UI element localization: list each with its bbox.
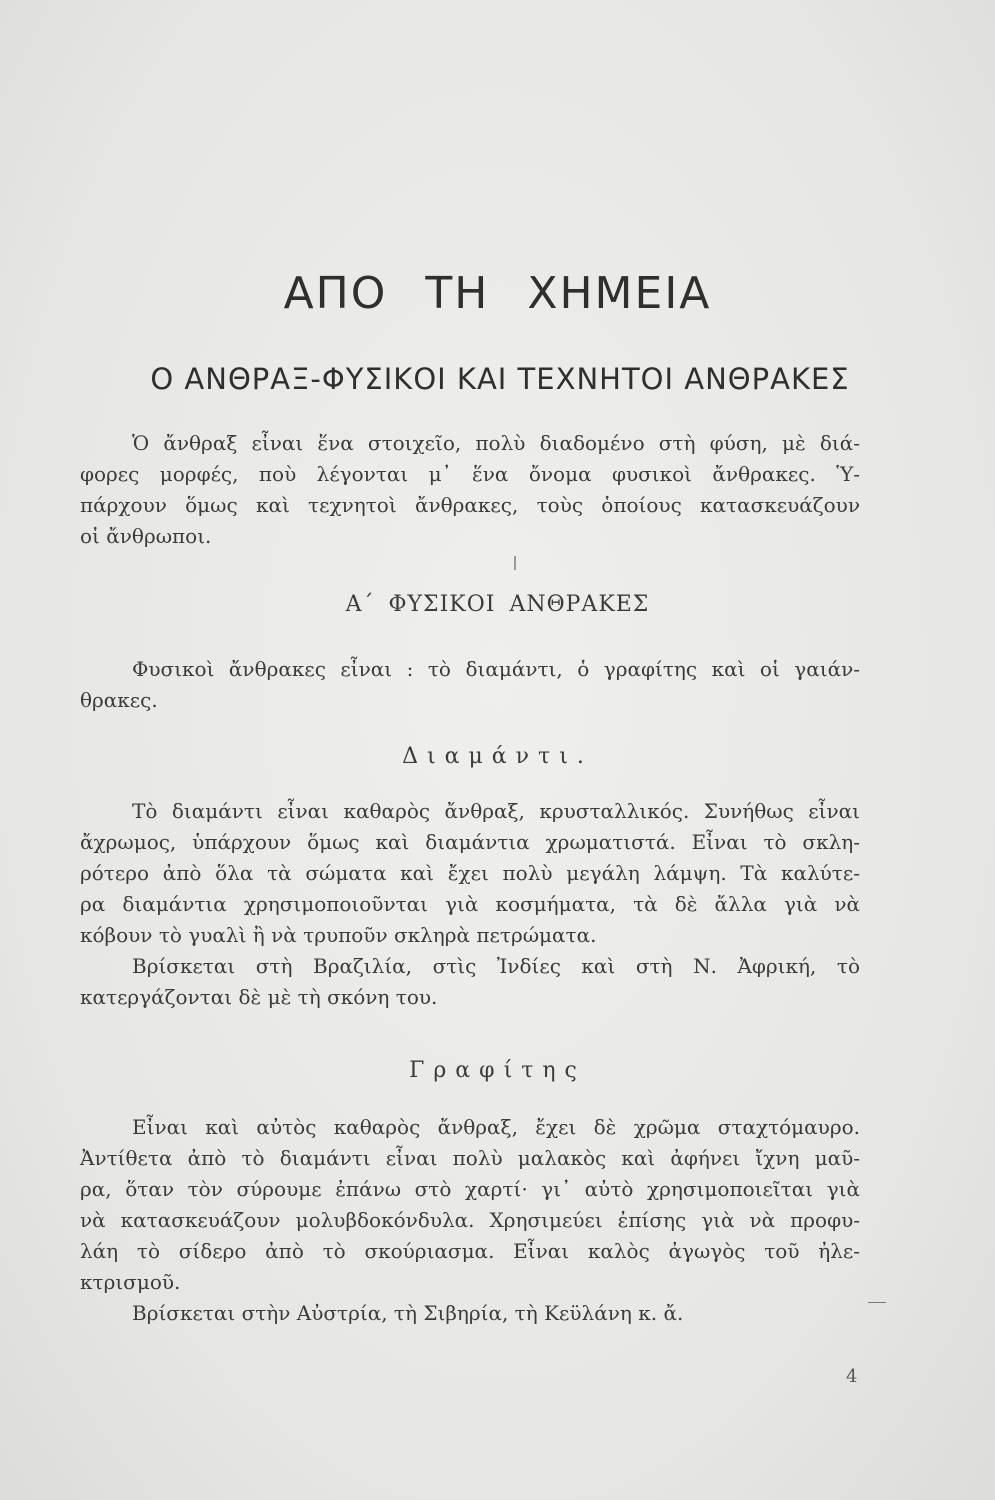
diamond-heading: Διαμάντι. — [402, 744, 593, 769]
diamond-line: κατεργάζονται δὲ μὲ τὴ σκόνη του. — [80, 985, 438, 1009]
natural-carbons-line: θρακες. — [80, 688, 158, 712]
diamond-line: ρότερο ἀπὸ ὅλα τὰ σώματα καὶ ἔχει πολὺ μεγάλη λάμψη. Τὰ καλύτε- — [80, 861, 860, 885]
intro-paragraph — [80, 428, 860, 552]
graphite-paragraph — [80, 1112, 860, 1329]
intro-line: φορες μορφές, ποὺ λέγονται μ᾽ ἕνα ὄνομα φυσικοὶ ἄνθρακες. Ὑ- — [80, 462, 860, 486]
diamond-line: κόβουν τὸ γυαλὶ ἢ νὰ τρυποῦν σκληρὰ πετρώματα. — [80, 923, 597, 947]
diamond-paragraph — [80, 796, 860, 1013]
diamond-line: Βρίσκεται στὴ Βραζιλία, στὶς Ἰνδίες καὶ στὴ Ν. Ἀφρική, τὸ — [132, 954, 860, 978]
graphite-line: κτρισμοῦ. — [80, 1270, 181, 1294]
natural-carbons-paragraph — [80, 654, 860, 716]
graphite-line: νὰ κατασκευάζουν μολυβδοκόνδυλα. Χρησιμεύει ἐπίσης γιὰ νὰ προφυ- — [80, 1208, 860, 1232]
diamond-line: ἄχρωμος, ὑπάρχουν ὅμως καὶ διαμάντια χρωματιστά. Εἶναι τὸ σκλη- — [80, 830, 860, 854]
print-mark — [514, 556, 516, 570]
intro-line: Ὁ ἄνθραξ εἶναι ἕνα στοιχεῖο, πολὺ διαδομένο στὴ φύση, μὲ διά- — [132, 431, 860, 455]
diamond-line: Τὸ διαμάντι εἶναι καθαρὸς ἄνθραξ, κρυσταλλικός. Συνήθως εἶναι — [132, 799, 860, 823]
intro-line: οἱ ἄνθρωποι. — [80, 524, 212, 548]
graphite-heading: Γραφίτης — [409, 1058, 586, 1083]
page-title: ΑΠΟ ΤΗ ΧΗΜΕΙΑ — [283, 268, 712, 319]
margin-dash — [868, 1302, 886, 1303]
graphite-line: λάη τὸ σίδερο ἀπὸ τὸ σκούριασμα. Εἶναι καλὸς ἀγωγὸς τοῦ ἠλε- — [80, 1239, 860, 1263]
section-heading-natural-carbons: Α΄ ΦΥΣΙΚΟΙ ΑΝΘΡΑΚΕΣ — [345, 592, 650, 617]
graphite-line: Βρίσκεται στὴν Αὐστρία, τὴ Σιβηρία, τὴ Κεϋλάνη κ. ἄ. — [132, 1301, 684, 1325]
graphite-line: ρα, ὅταν τὸν σύρουμε ἐπάνω στὸ χαρτί· γι᾽ αὐτὸ χρησιμοποιεῖται γιὰ — [80, 1177, 860, 1201]
page-number: 4 — [846, 1366, 858, 1387]
intro-line: πάρχουν ὅμως καὶ τεχνητοὶ ἄνθρακες, τοὺς ὁποίους κατασκευάζουν — [80, 493, 860, 517]
graphite-line: Ἀντίθετα ἀπὸ τὸ διαμάντι εἶναι πολὺ μαλακὸς καὶ ἀφήνει ἴχνη μαῦ- — [80, 1146, 860, 1170]
graphite-line: Εἶναι καὶ αὐτὸς καθαρὸς ἄνθραξ, ἔχει δὲ χρῶμα σταχτόμαυρο. — [132, 1115, 860, 1139]
natural-carbons-line: Φυσικοὶ ἄνθρακες εἶναι : τὸ διαμάντι, ὁ γραφίτης καὶ οἱ γαιάν- — [132, 657, 860, 681]
diamond-line: ρα διαμάντια χρησιμοποιοῦνται γιὰ κοσμήματα, τὰ δὲ ἄλλα γιὰ νὰ — [80, 892, 860, 916]
chapter-subtitle: Ο ΑΝΘΡΑΞ-ΦΥΣΙΚΟΙ ΚΑΙ ΤΕΧΝΗΤΟΙ ΑΝΘΡΑΚΕΣ — [150, 362, 850, 396]
